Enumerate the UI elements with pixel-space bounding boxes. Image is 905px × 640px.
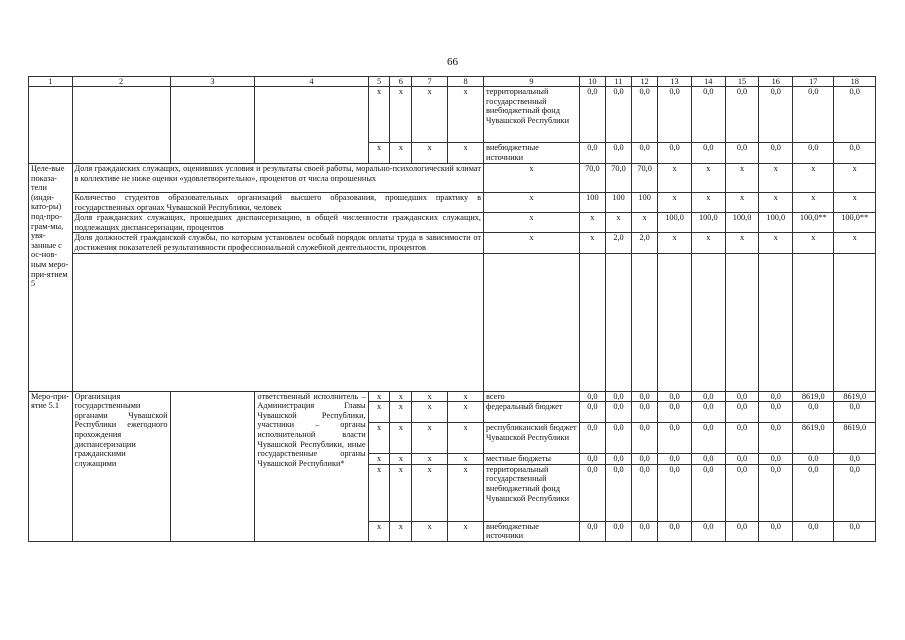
measure-label: Меро-при-ятие 5.1 bbox=[29, 391, 73, 541]
empty-cell bbox=[255, 87, 368, 164]
value-cell: х bbox=[793, 164, 834, 193]
value-cell: 100,0 bbox=[691, 213, 725, 233]
cell: х bbox=[412, 143, 448, 164]
value-cell: 0,0 bbox=[632, 402, 658, 423]
value-cell: х bbox=[834, 193, 876, 213]
value-cell: 0,0 bbox=[579, 87, 605, 143]
header-cell: 9 bbox=[484, 77, 580, 87]
value-cell: 100 bbox=[605, 193, 631, 213]
value-cell: 0,0 bbox=[759, 87, 793, 143]
value-cell: 0,0 bbox=[725, 391, 759, 402]
value-cell: 0,0 bbox=[759, 521, 793, 541]
budget-table bbox=[28, 76, 876, 542]
value-cell: 0,0 bbox=[632, 423, 658, 454]
header-cell: 7 bbox=[412, 77, 448, 87]
empty-cell bbox=[658, 253, 692, 391]
header-cell: 2 bbox=[72, 77, 170, 87]
value-cell: 0,0 bbox=[658, 143, 692, 164]
header-cell: 5 bbox=[368, 77, 390, 87]
value-cell: 0,0 bbox=[579, 402, 605, 423]
value-cell: 0,0 bbox=[759, 391, 793, 402]
header-cell: 12 bbox=[632, 77, 658, 87]
page-number: 66 bbox=[447, 56, 458, 68]
value-cell: 8619,0 bbox=[793, 423, 834, 454]
value-cell: 0,0 bbox=[759, 423, 793, 454]
value-cell: 0,0 bbox=[579, 423, 605, 454]
value-cell: 0,0 bbox=[658, 521, 692, 541]
cell: х bbox=[412, 464, 448, 521]
value-cell: х bbox=[793, 193, 834, 213]
value-cell: 0,0 bbox=[691, 423, 725, 454]
empty-cell bbox=[29, 87, 73, 164]
value-cell: 100,0** bbox=[834, 213, 876, 233]
value-cell: 0,0 bbox=[579, 521, 605, 541]
empty-cell bbox=[759, 253, 793, 391]
value-cell: 100,0 bbox=[725, 213, 759, 233]
value-cell: х bbox=[658, 193, 692, 213]
cell: х bbox=[390, 143, 412, 164]
cell: х bbox=[412, 454, 448, 465]
header-cell: 15 bbox=[725, 77, 759, 87]
value-cell: 0,0 bbox=[793, 464, 834, 521]
value-cell: 0,0 bbox=[605, 423, 631, 454]
value-cell: 100,0 bbox=[658, 213, 692, 233]
measure-name: Организация государственными органами Чувашской Республики ежегодного прохождения диспансеризации гражданскими служащими bbox=[72, 391, 170, 541]
funding-source: всего bbox=[484, 391, 580, 402]
cell: х bbox=[412, 521, 448, 541]
value-cell: 70,0 bbox=[579, 164, 605, 193]
header-cell: 4 bbox=[255, 77, 368, 87]
value-cell: х bbox=[691, 233, 725, 253]
value-cell: 0,0 bbox=[759, 402, 793, 423]
cell: х bbox=[448, 87, 484, 143]
value-cell: 0,0 bbox=[605, 521, 631, 541]
value-cell: х bbox=[605, 213, 631, 233]
measure-responsible: ответственный исполнитель – Администрация Главы Чувашской Республики, участники – органы исполнительной власти Чувашской Республики, иные государственные органы Чувашской Республики* bbox=[255, 391, 368, 541]
value-cell: х bbox=[834, 233, 876, 253]
cell: х bbox=[448, 521, 484, 541]
cell: х bbox=[390, 391, 412, 402]
value-cell: 0,0 bbox=[658, 464, 692, 521]
value-cell: 0,0 bbox=[605, 454, 631, 465]
cell: х bbox=[390, 402, 412, 423]
value-cell: х bbox=[658, 233, 692, 253]
cell: х bbox=[484, 193, 580, 213]
value-cell: 0,0 bbox=[658, 391, 692, 402]
cell: х bbox=[368, 143, 390, 164]
cell: х bbox=[390, 454, 412, 465]
value-cell: 0,0 bbox=[725, 464, 759, 521]
value-cell: 0,0 bbox=[691, 454, 725, 465]
value-cell: 0,0 bbox=[725, 402, 759, 423]
value-cell: 70,0 bbox=[605, 164, 631, 193]
spacer-row bbox=[29, 253, 876, 391]
cell: х bbox=[368, 454, 390, 465]
value-cell: х bbox=[632, 213, 658, 233]
value-cell: х bbox=[691, 193, 725, 213]
cell: х bbox=[484, 213, 580, 233]
value-cell: 0,0 bbox=[579, 464, 605, 521]
empty-cell bbox=[605, 253, 631, 391]
indicator-text: Доля гражданских служащих, прошедших диспансеризацию, в общей численности гражданских служащих, подлежащих диспансеризации, процентов bbox=[72, 213, 483, 233]
value-cell: 0,0 bbox=[691, 464, 725, 521]
value-cell: 0,0 bbox=[605, 143, 631, 164]
value-cell: 0,0 bbox=[834, 143, 876, 164]
cell: х bbox=[390, 464, 412, 521]
header-cell: 8 bbox=[448, 77, 484, 87]
header-cell: 10 bbox=[579, 77, 605, 87]
cell: х bbox=[448, 143, 484, 164]
indicator-text: Количество студентов образовательных организаций высшего образования, прошедших практику в государственных органах Чувашской Республики, человек bbox=[72, 193, 483, 213]
value-cell: 8619,0 bbox=[793, 391, 834, 402]
cell: х bbox=[368, 402, 390, 423]
value-cell: 0,0 bbox=[691, 87, 725, 143]
value-cell: 0,0 bbox=[834, 454, 876, 465]
value-cell: 0,0 bbox=[793, 143, 834, 164]
cell: х bbox=[484, 233, 580, 253]
value-cell: 100 bbox=[579, 193, 605, 213]
value-cell: 0,0 bbox=[793, 402, 834, 423]
value-cell: 2,0 bbox=[632, 233, 658, 253]
cell: х bbox=[368, 423, 390, 454]
value-cell: х bbox=[725, 233, 759, 253]
value-cell: 0,0 bbox=[658, 402, 692, 423]
value-cell: х bbox=[579, 233, 605, 253]
value-cell: х bbox=[725, 164, 759, 193]
header-row bbox=[29, 77, 876, 87]
value-cell: 8619,0 bbox=[834, 391, 876, 402]
value-cell: 100 bbox=[632, 193, 658, 213]
indicator-row bbox=[29, 213, 876, 233]
header-cell: 6 bbox=[390, 77, 412, 87]
value-cell: 0,0 bbox=[793, 521, 834, 541]
value-cell: 0,0 bbox=[632, 391, 658, 402]
indicator-row bbox=[29, 164, 876, 193]
value-cell: 0,0 bbox=[793, 454, 834, 465]
empty-cell bbox=[793, 253, 834, 391]
cell: х bbox=[390, 521, 412, 541]
value-cell: 0,0 bbox=[834, 464, 876, 521]
value-cell: 0,0 bbox=[632, 464, 658, 521]
value-cell: 100,0 bbox=[759, 213, 793, 233]
empty-cell bbox=[170, 391, 255, 541]
funding-source: внебюджетные источники bbox=[484, 143, 580, 164]
indicator-text: Доля должностей гражданской службы, по которым установлен особый порядок оплаты труда в зависимости от достижения показателей результативности профессиональной служебной деятельности, процентов bbox=[72, 233, 483, 253]
value-cell: 0,0 bbox=[725, 454, 759, 465]
empty-cell bbox=[579, 253, 605, 391]
empty-cell bbox=[834, 253, 876, 391]
empty-cell bbox=[725, 253, 759, 391]
measure-row bbox=[29, 391, 876, 402]
cell: х bbox=[412, 391, 448, 402]
empty-cell bbox=[72, 87, 170, 164]
value-cell: х bbox=[759, 164, 793, 193]
value-cell: х bbox=[793, 233, 834, 253]
value-cell: 0,0 bbox=[725, 521, 759, 541]
cell: х bbox=[448, 402, 484, 423]
cell: х bbox=[448, 464, 484, 521]
value-cell: 2,0 bbox=[605, 233, 631, 253]
value-cell: 0,0 bbox=[632, 521, 658, 541]
cell: х bbox=[448, 391, 484, 402]
cell: х bbox=[368, 521, 390, 541]
cell: х bbox=[368, 391, 390, 402]
value-cell: 0,0 bbox=[579, 454, 605, 465]
value-cell: 0,0 bbox=[658, 454, 692, 465]
value-cell: 0,0 bbox=[691, 391, 725, 402]
header-cell: 17 bbox=[793, 77, 834, 87]
value-cell: 0,0 bbox=[632, 87, 658, 143]
cell: х bbox=[368, 87, 390, 143]
value-cell: 0,0 bbox=[605, 87, 631, 143]
funding-source: внебюджетные источники bbox=[484, 521, 580, 541]
value-cell: 0,0 bbox=[658, 87, 692, 143]
cell: х bbox=[368, 464, 390, 521]
header-cell: 3 bbox=[170, 77, 255, 87]
value-cell: х bbox=[579, 213, 605, 233]
funding-source: федеральный бюджет bbox=[484, 402, 580, 423]
value-cell: 0,0 bbox=[579, 391, 605, 402]
empty-cell bbox=[632, 253, 658, 391]
cell: х bbox=[390, 423, 412, 454]
value-cell: х bbox=[759, 233, 793, 253]
value-cell: 0,0 bbox=[632, 454, 658, 465]
value-cell: 100,0** bbox=[793, 213, 834, 233]
value-cell: 0,0 bbox=[834, 402, 876, 423]
value-cell: 0,0 bbox=[759, 143, 793, 164]
value-cell: 0,0 bbox=[725, 87, 759, 143]
funding-source: территориальный государственный внебюджетный фонд Чувашской Республики bbox=[484, 87, 580, 143]
funding-source: республиканский бюджет Чувашской Республики bbox=[484, 423, 580, 454]
cell: х bbox=[412, 402, 448, 423]
funding-source: местные бюджеты bbox=[484, 454, 580, 465]
value-cell: 0,0 bbox=[759, 464, 793, 521]
header-cell: 11 bbox=[605, 77, 631, 87]
header-cell: 18 bbox=[834, 77, 876, 87]
value-cell: 0,0 bbox=[579, 143, 605, 164]
header-cell: 16 bbox=[759, 77, 793, 87]
table-row bbox=[29, 87, 876, 143]
header-cell: 13 bbox=[658, 77, 692, 87]
value-cell: х bbox=[691, 164, 725, 193]
value-cell: х bbox=[725, 193, 759, 213]
indicator-row bbox=[29, 193, 876, 213]
value-cell: 0,0 bbox=[605, 402, 631, 423]
value-cell: 8619,0 bbox=[834, 423, 876, 454]
cell: х bbox=[412, 87, 448, 143]
header-cell: 1 bbox=[29, 77, 73, 87]
value-cell: 0,0 bbox=[691, 143, 725, 164]
cell: х bbox=[448, 454, 484, 465]
value-cell: 0,0 bbox=[691, 521, 725, 541]
cell: х bbox=[412, 423, 448, 454]
indicator-text: Доля гражданских служащих, оценивших условия и результаты своей работы, морально-психологический климат в коллективе не ниже оценки «удовлетворительно», процентов от числа опрошенных bbox=[72, 164, 483, 193]
value-cell: 0,0 bbox=[658, 423, 692, 454]
value-cell: 0,0 bbox=[605, 464, 631, 521]
target-indicators-label: Целе-вые показа-тели (инди-като-ры) под-про-грам-мы, увя-занные с ос-нов-ным меро-при-ятием 5 bbox=[29, 164, 73, 392]
empty-cell bbox=[691, 253, 725, 391]
value-cell: 0,0 bbox=[725, 423, 759, 454]
value-cell: 0,0 bbox=[793, 87, 834, 143]
cell: х bbox=[448, 423, 484, 454]
empty-cell bbox=[72, 253, 483, 391]
value-cell: 0,0 bbox=[691, 402, 725, 423]
indicator-row bbox=[29, 233, 876, 253]
cell: х bbox=[390, 87, 412, 143]
empty-cell bbox=[170, 87, 255, 164]
value-cell: х bbox=[759, 193, 793, 213]
funding-source: территориальный государственный внебюджетный фонд Чувашской Республики bbox=[484, 464, 580, 521]
value-cell: 0,0 bbox=[834, 87, 876, 143]
value-cell: х bbox=[834, 164, 876, 193]
value-cell: 0,0 bbox=[632, 143, 658, 164]
value-cell: 0,0 bbox=[605, 391, 631, 402]
value-cell: 0,0 bbox=[725, 143, 759, 164]
value-cell: 0,0 bbox=[759, 454, 793, 465]
cell: х bbox=[484, 164, 580, 193]
value-cell: 70,0 bbox=[632, 164, 658, 193]
header-cell: 14 bbox=[691, 77, 725, 87]
empty-cell bbox=[484, 253, 580, 391]
value-cell: 0,0 bbox=[834, 521, 876, 541]
value-cell: х bbox=[658, 164, 692, 193]
